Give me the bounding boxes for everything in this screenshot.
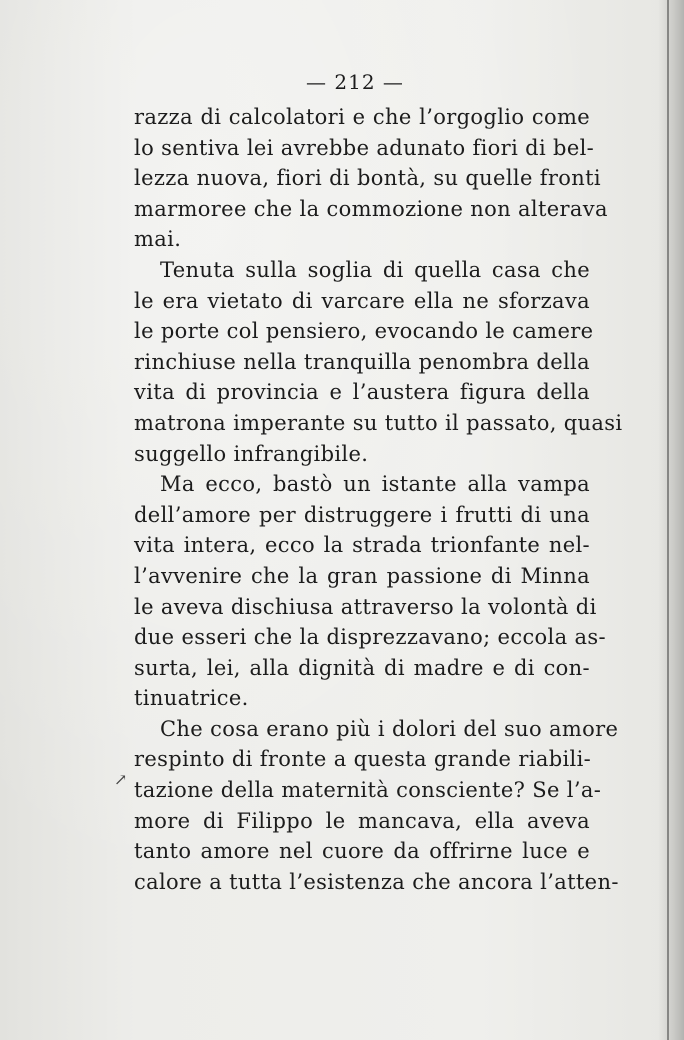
text-line: calore a tutta l’esistenza che ancora l’atten- (134, 869, 619, 894)
text-line: respinto di fronte a questa grande riabili- (134, 747, 592, 772)
body-text (134, 102, 623, 897)
text-line: mai. (134, 227, 182, 252)
text-line: dell’amore per distruggere i frutti di una (134, 502, 590, 527)
text-line: vita di provincia e l’austera figura della (134, 380, 590, 405)
text-line: le era vietato di varcare ella ne sforzava (134, 288, 590, 313)
text-line: Tenuta sulla soglia di quella casa che (160, 257, 590, 282)
text-line: due esseri che la disprezzavano; eccola as- (134, 625, 606, 650)
text-line: marmoree che la commozione non alterava (134, 196, 608, 221)
text-line: l’avvenire che la gran passione di Minna (134, 563, 590, 588)
text-line: Ma ecco, bastò un istante alla vampa (160, 472, 590, 497)
text-line: razza di calcolatori e che l’orgoglio come (134, 105, 590, 129)
page-number: — 212 — (306, 70, 404, 94)
margin-pencil-mark: ↗ (114, 770, 128, 789)
text-line: le aveva dischiusa attraverso la volontà di (134, 594, 597, 619)
text-line: matrona imperante su tutto il passato, quasi (134, 410, 623, 435)
text-line: more di Filippo le mancava, ella aveva (134, 808, 590, 833)
text-line: lo sentiva lei avrebbe adunato fiori di bel- (134, 135, 595, 160)
text-line: rinchiuse nella tranquilla penombra della (134, 349, 590, 374)
text-line: vita intera, ecco la strada trionfante nel- (134, 533, 590, 558)
text-line: suggello infrangibile. (134, 441, 369, 466)
text-line: le porte col pensiero, evocando le camere (134, 319, 594, 344)
page-edge-line (667, 0, 669, 1040)
text-line: surta, lei, alla dignità di madre e di con- (134, 655, 590, 680)
text-line: tanto amore nel cuore da offrirne luce e (134, 839, 590, 864)
text-line: Che cosa erano più i dolori del suo amore (160, 716, 619, 741)
text-line: tinuatrice. (134, 686, 249, 711)
page-edge-shadow (658, 0, 684, 1040)
text-line: lezza nuova, fiori di bontà, su quelle fronti (134, 166, 602, 191)
text-line: tazione della maternità consciente? Se l’a- (134, 778, 602, 803)
